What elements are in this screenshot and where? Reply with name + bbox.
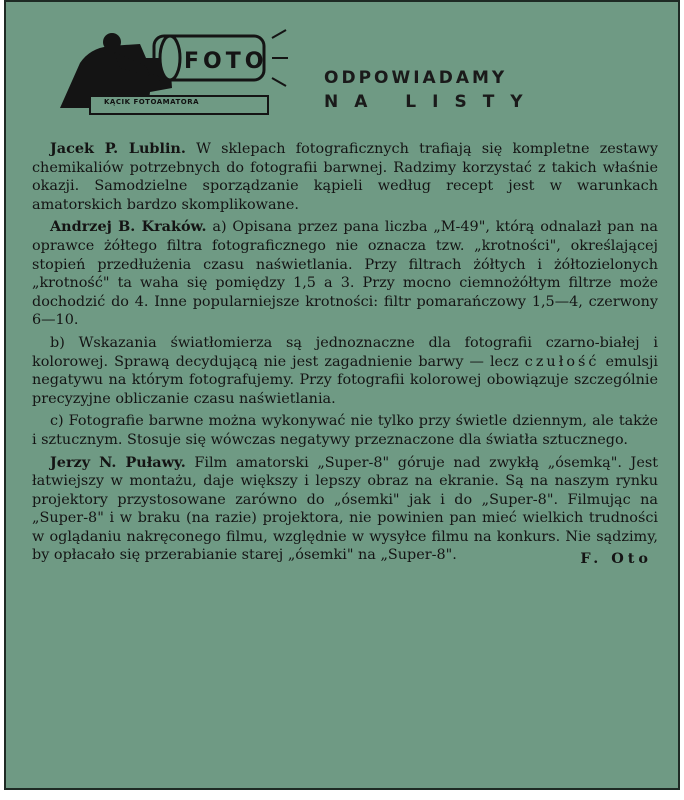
logo-subtitle: KĄCIK FOTOAMATORA bbox=[104, 98, 200, 106]
letter-text: Film amatorski „Super-8" góruje nad zwykłą „ósemką". Jest łatwiejszy w montażu, daje większy i lepszy obraz na ekranie. Są na naszym rynku projektory przystosowane zarówno do „ósemki" jak i do „Super-8". Filmując na „Super-8" i w braku (na razie) projektora, nie powinien pan mieć wielkich trudności w oglądaniu nakręconego filmu, względnie w wysyłce filmu na konkurs. Nie sądzimy, by opłacało się przerabianie starej „ósemki" na „Super-8". bbox=[32, 454, 658, 564]
letter-reply-3 bbox=[32, 454, 658, 566]
author-signature: F. Oto bbox=[580, 550, 652, 568]
letter-reply-2c bbox=[32, 412, 658, 449]
letter-author: Andrzej B. Kraków. bbox=[50, 218, 207, 236]
svg-text:FOTO: FOTO bbox=[184, 49, 268, 74]
letter-text: b) Wskazania światłomierza są jednoznaczne dla fotografii czarno-białej i kolorowej. Sprawą decydującą nie jest zagadnienie barwy — lecz bbox=[32, 334, 658, 370]
letter-text: a) Opisana przez pana liczba „M-49", którą odnalazł pan na oprawce żółtego filtra fotograficznego nie oznacza tzw. „krotności", określającej stopień przedłużenia czasu naświetlania. Przy filtrach żółtych i żółtozielonych „krotność" ta waha się pomiędzy 1,5 a 3. Przy mocno ciemnożółtym filtrze może dochodzić do 4. Inne popularniejsze krotności: filtr pomarańczowy 1,5—4, czerwony 6—10. bbox=[32, 219, 659, 329]
letter-text: W sklepach fotograficznych trafiają się kompletne zestawy chemikaliów potrzebnych do fotografii barwnej. Radzimy korzystać z takich właśnie okazji. Samodzielne sporządzanie kąpieli według recept jest w warunkach amatorskich bardzo skomplikowane. bbox=[32, 141, 658, 213]
letter-reply-1 bbox=[32, 140, 658, 214]
column-header bbox=[6, 2, 678, 142]
column-subtitle: NA LISTY bbox=[324, 92, 539, 112]
letter-reply-2b bbox=[32, 334, 658, 408]
emphasis-text: czułość bbox=[524, 353, 600, 370]
letter-text: emulsji negatywu na którym fotografujemy. Przy fotografii kolorowej obowiązuje szczególnie precyzyjne obliczanie czasu naświetlania. bbox=[32, 353, 659, 407]
letter-reply-2 bbox=[32, 218, 658, 330]
letters-column-panel bbox=[4, 0, 680, 790]
letter-author: Jacek P. Lublin. bbox=[50, 140, 186, 157]
article-body bbox=[32, 140, 658, 569]
letter-text: c) Fotografie barwne można wykonywać nie tylko przy świetle dziennym, ale także i sztucznym. Stosuje się wówczas negatywy przeznaczone dla światła sztucznego. bbox=[32, 413, 658, 448]
column-title: ODPOWIADAMY bbox=[324, 68, 508, 88]
letter-author: Jerzy N. Puławy. bbox=[50, 453, 186, 471]
